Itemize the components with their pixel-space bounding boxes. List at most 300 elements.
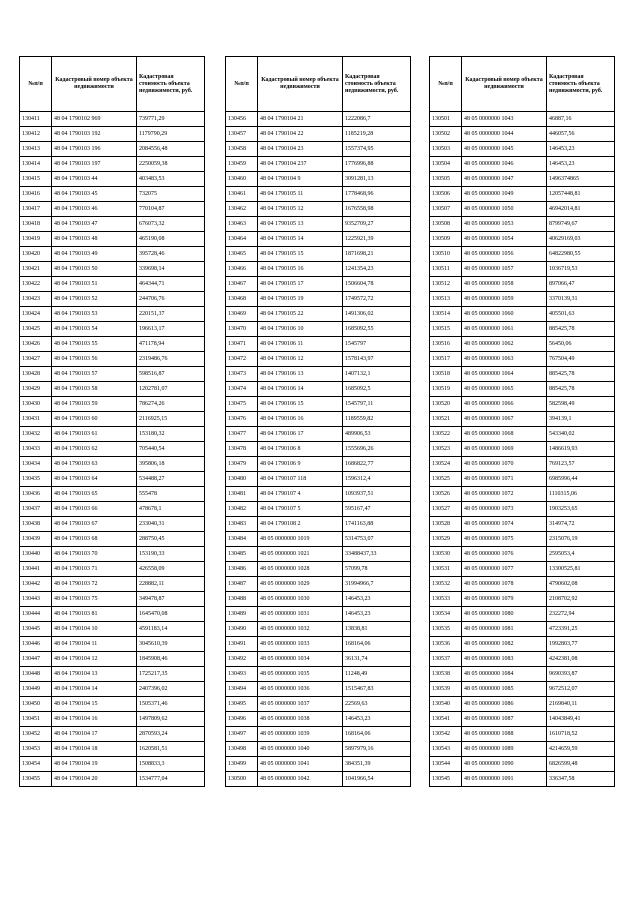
cadastral-value: 6985996,44 xyxy=(547,472,615,487)
cadastral-value: 394139,1 xyxy=(547,412,615,427)
cadastral-number: 48 04 1790103 57 xyxy=(52,367,137,382)
cadastral-value: 1496374865 xyxy=(547,172,615,187)
cadastral-number: 48 05 0000000 1059 xyxy=(462,292,547,307)
row-number: 130514 xyxy=(430,307,462,322)
table-row xyxy=(226,502,411,517)
cadastral-value: 1036719,53 xyxy=(547,262,615,277)
table-row xyxy=(226,772,411,787)
table-row xyxy=(20,757,205,772)
row-number: 130541 xyxy=(430,712,462,727)
row-number: 130518 xyxy=(430,367,462,382)
cadastral-number: 48 04 1790104 16 xyxy=(52,712,137,727)
cadastral-number: 48 05 0000000 1091 xyxy=(462,772,547,787)
row-number: 130493 xyxy=(226,667,258,682)
cadastral-number: 48 04 1790107 4 xyxy=(258,487,343,502)
cadastral-number: 48 04 1790103 75 xyxy=(52,592,137,607)
row-number: 130435 xyxy=(20,472,52,487)
row-number: 130416 xyxy=(20,187,52,202)
row-number: 130525 xyxy=(430,472,462,487)
table-row xyxy=(20,517,205,532)
cadastral-value: 2116925,15 xyxy=(137,412,205,427)
cadastral-value: 1222086,7 xyxy=(343,112,411,127)
row-number: 130455 xyxy=(20,772,52,787)
row-number: 130509 xyxy=(430,232,462,247)
table-row xyxy=(20,292,205,307)
row-number: 130511 xyxy=(430,262,462,277)
row-number: 130484 xyxy=(226,532,258,547)
cadastral-value: 40629169,03 xyxy=(547,232,615,247)
cadastral-value: 1686822,77 xyxy=(343,457,411,472)
cadastral-value: 14043849,41 xyxy=(547,712,615,727)
row-number: 130494 xyxy=(226,682,258,697)
row-number: 130471 xyxy=(226,337,258,352)
cadastral-number: 48 04 1790103 197 xyxy=(52,157,137,172)
cadastral-number: 48 04 1790103 66 xyxy=(52,502,137,517)
cadastral-value: 1241354,23 xyxy=(343,262,411,277)
cadastral-number: 48 05 0000000 1046 xyxy=(462,157,547,172)
cadastral-value: 1534777,04 xyxy=(137,772,205,787)
cadastral-number: 48 04 1790104 11 xyxy=(52,637,137,652)
table-row xyxy=(226,697,411,712)
row-number: 130413 xyxy=(20,142,52,157)
table-row xyxy=(20,712,205,727)
table-row xyxy=(226,682,411,697)
table-row xyxy=(20,397,205,412)
cadastral-value: 885425,78 xyxy=(547,322,615,337)
cadastral-number: 48 05 0000000 1041 xyxy=(258,757,343,772)
table-row xyxy=(20,112,205,127)
cadastral-value: 1676558,98 xyxy=(343,202,411,217)
cadastral-value: 46942014,81 xyxy=(547,202,615,217)
row-number: 130513 xyxy=(430,292,462,307)
cadastral-value: 1557374,95 xyxy=(343,142,411,157)
cadastral-value: 1508833,3 xyxy=(137,757,205,772)
row-number: 130510 xyxy=(430,247,462,262)
table-row xyxy=(226,637,411,652)
row-number: 130478 xyxy=(226,442,258,457)
cadastral-value: 598516,87 xyxy=(137,367,205,382)
cadastral-value: 2315076,19 xyxy=(547,532,615,547)
row-number: 130477 xyxy=(226,427,258,442)
cadastral-value: 146453,23 xyxy=(547,157,615,172)
row-number: 130474 xyxy=(226,382,258,397)
table-row xyxy=(226,457,411,472)
cadastral-number: 48 04 1790103 61 xyxy=(52,427,137,442)
cadastral-number: 48 05 0000000 1078 xyxy=(462,577,547,592)
cadastral-value: 22569,63 xyxy=(343,697,411,712)
row-number: 130491 xyxy=(226,637,258,652)
cadastral-number: 48 05 0000000 1070 xyxy=(462,457,547,472)
cadastral-value: 4214659,59 xyxy=(547,742,615,757)
row-number: 130453 xyxy=(20,742,52,757)
cadastral-value: 1545797 xyxy=(343,337,411,352)
cadastral-value: 3091281,13 xyxy=(343,172,411,187)
cadastral-value: 1645470,08 xyxy=(137,607,205,622)
cadastral-value: 1555696,26 xyxy=(343,442,411,457)
row-number: 130439 xyxy=(20,532,52,547)
table-row xyxy=(226,622,411,637)
table-row xyxy=(20,667,205,682)
row-number: 130428 xyxy=(20,367,52,382)
row-number: 130479 xyxy=(226,457,258,472)
cadastral-number: 48 04 1790104 14 xyxy=(52,682,137,697)
row-number: 130454 xyxy=(20,757,52,772)
cadastral-number: 48 04 1790103 52 xyxy=(52,292,137,307)
row-number: 130424 xyxy=(20,307,52,322)
cadastral-value: 1110315,06 xyxy=(547,487,615,502)
cadastral-value: 1486619,93 xyxy=(547,442,615,457)
row-number: 130436 xyxy=(20,487,52,502)
cadastral-number: 48 04 1790106 9 xyxy=(258,457,343,472)
cadastral-number: 48 05 0000000 1047 xyxy=(462,172,547,187)
header-num: №п/п xyxy=(20,57,52,112)
cadastral-number: 48 04 1790106 8 xyxy=(258,442,343,457)
table-row xyxy=(430,307,615,322)
table-row xyxy=(226,592,411,607)
cadastral-number: 48 04 1790103 53 xyxy=(52,307,137,322)
table-row xyxy=(430,337,615,352)
table-row xyxy=(226,412,411,427)
cadastral-number: 48 05 0000000 1034 xyxy=(258,652,343,667)
row-number: 130512 xyxy=(430,277,462,292)
table-row xyxy=(226,532,411,547)
table-row xyxy=(20,262,205,277)
header-cadastral-value: Кадастровая стоимость объекта недвижимости, руб. xyxy=(137,57,205,112)
cadastral-value: 489906,53 xyxy=(343,427,411,442)
cadastral-number: 48 05 0000000 1043 xyxy=(462,112,547,127)
row-number: 130440 xyxy=(20,547,52,562)
cadastral-value: 1685092,55 xyxy=(343,322,411,337)
table-row xyxy=(430,487,615,502)
cadastral-number: 48 04 1790106 15 xyxy=(258,397,343,412)
cadastral-value: 220151,37 xyxy=(137,307,205,322)
cadastral-value: 403483,53 xyxy=(137,172,205,187)
cadastral-number: 48 05 0000000 1075 xyxy=(462,532,547,547)
cadastral-value: 534488,27 xyxy=(137,472,205,487)
cadastral-value: 1610718,52 xyxy=(547,727,615,742)
cadastral-value: 339698,14 xyxy=(137,262,205,277)
row-number: 130431 xyxy=(20,412,52,427)
cadastral-number: 48 05 0000000 1077 xyxy=(462,562,547,577)
cadastral-value: 1725217,35 xyxy=(137,667,205,682)
row-number: 130542 xyxy=(430,727,462,742)
table-row xyxy=(430,607,615,622)
cadastral-value: 36131,74 xyxy=(343,652,411,667)
table-header-row xyxy=(226,57,411,112)
table-row xyxy=(226,157,411,172)
cadastral-value: 384351,39 xyxy=(343,757,411,772)
cadastral-value: 1778468,96 xyxy=(343,187,411,202)
cadastral-number: 48 04 1790105 17 xyxy=(258,277,343,292)
row-number: 130492 xyxy=(226,652,258,667)
row-number: 130411 xyxy=(20,112,52,127)
header-cadastral-number: Кадастровый номер объекта недвижимости xyxy=(52,57,137,112)
row-number: 130452 xyxy=(20,727,52,742)
row-number: 130458 xyxy=(226,142,258,157)
row-number: 130503 xyxy=(430,142,462,157)
row-number: 130535 xyxy=(430,622,462,637)
cadastral-number: 48 05 0000000 1057 xyxy=(462,262,547,277)
table-row xyxy=(430,247,615,262)
row-number: 130520 xyxy=(430,397,462,412)
row-number: 130466 xyxy=(226,262,258,277)
cadastral-number: 48 05 0000000 1042 xyxy=(258,772,343,787)
cadastral-number: 48 04 1790106 12 xyxy=(258,352,343,367)
table-row xyxy=(226,112,411,127)
cadastral-number: 48 04 1790104 13 xyxy=(52,667,137,682)
row-number: 130469 xyxy=(226,307,258,322)
cadastral-value: 1992803,77 xyxy=(547,637,615,652)
table-row xyxy=(430,157,615,172)
table-row xyxy=(226,307,411,322)
cadastral-number: 48 05 0000000 1064 xyxy=(462,367,547,382)
row-number: 130545 xyxy=(430,772,462,787)
table-row xyxy=(226,757,411,772)
cadastral-value: 426558,09 xyxy=(137,562,205,577)
cadastral-number: 48 05 0000000 1089 xyxy=(462,742,547,757)
cadastral-value: 767504,49 xyxy=(547,352,615,367)
cadastral-number: 48 04 1790104 23 xyxy=(258,142,343,157)
cadastral-value: 705440,54 xyxy=(137,442,205,457)
cadastral-number: 48 04 1790103 72 xyxy=(52,577,137,592)
cadastral-value: 1093937,51 xyxy=(343,487,411,502)
cadastral-value: 1179790,29 xyxy=(137,127,205,142)
cadastral-number: 48 04 1790104 237 xyxy=(258,157,343,172)
cadastral-number: 48 04 1790102 969 xyxy=(52,112,137,127)
table-row xyxy=(226,712,411,727)
cadastral-number: 48 05 0000000 1040 xyxy=(258,742,343,757)
row-number: 130488 xyxy=(226,592,258,607)
table-row xyxy=(226,142,411,157)
row-number: 130501 xyxy=(430,112,462,127)
table-row xyxy=(226,577,411,592)
table-row xyxy=(430,292,615,307)
row-number: 130515 xyxy=(430,322,462,337)
cadastral-value: 582598,49 xyxy=(547,397,615,412)
row-number: 130448 xyxy=(20,667,52,682)
table-row xyxy=(430,697,615,712)
cadastral-number: 48 04 1790103 196 xyxy=(52,142,137,157)
cadastral-value: 897066,47 xyxy=(547,277,615,292)
table-row xyxy=(226,382,411,397)
table-row xyxy=(430,547,615,562)
table-row xyxy=(20,352,205,367)
cadastral-value: 196613,17 xyxy=(137,322,205,337)
cadastral-number: 48 04 1790108 2 xyxy=(258,517,343,532)
header-num: №п/п xyxy=(226,57,258,112)
cadastral-number: 48 04 1790104 12 xyxy=(52,652,137,667)
row-number: 130418 xyxy=(20,217,52,232)
cadastral-number: 48 05 0000000 1056 xyxy=(462,247,547,262)
cadastral-value: 1578143,97 xyxy=(343,352,411,367)
row-number: 130489 xyxy=(226,607,258,622)
cadastral-number: 48 04 1790107 5 xyxy=(258,502,343,517)
table-row xyxy=(20,202,205,217)
table-row xyxy=(226,742,411,757)
cadastral-value: 4790602,08 xyxy=(547,577,615,592)
row-number: 130543 xyxy=(430,742,462,757)
cadastral-number: 48 04 1790106 16 xyxy=(258,412,343,427)
row-number: 130444 xyxy=(20,607,52,622)
table-row xyxy=(226,352,411,367)
header-cadastral-number: Кадастровый номер объекта недвижимости xyxy=(258,57,343,112)
cadastral-number: 48 04 1790104 22 xyxy=(258,127,343,142)
cadastral-value: 153180,32 xyxy=(137,427,205,442)
row-number: 130434 xyxy=(20,457,52,472)
cadastral-value: 1545797,11 xyxy=(343,397,411,412)
row-number: 130539 xyxy=(430,682,462,697)
table-row xyxy=(20,157,205,172)
row-number: 130465 xyxy=(226,247,258,262)
cadastral-number: 48 04 1790106 10 xyxy=(258,322,343,337)
table-row xyxy=(430,562,615,577)
row-number: 130461 xyxy=(226,187,258,202)
row-number: 130460 xyxy=(226,172,258,187)
table-row xyxy=(226,667,411,682)
header-cadastral-value: Кадастровая стоимость объекта недвижимости, руб. xyxy=(547,57,615,112)
cadastral-value: 12057448,81 xyxy=(547,187,615,202)
cadastral-number: 48 05 0000000 1067 xyxy=(462,412,547,427)
cadastral-number: 48 05 0000000 1082 xyxy=(462,637,547,652)
table-row xyxy=(226,277,411,292)
table-row xyxy=(20,742,205,757)
row-number: 130536 xyxy=(430,637,462,652)
header-cadastral-number: Кадастровый номер объекта недвижимости xyxy=(462,57,547,112)
row-number: 130417 xyxy=(20,202,52,217)
row-number: 130425 xyxy=(20,322,52,337)
table-row xyxy=(20,412,205,427)
cadastral-value: 9690393,87 xyxy=(547,667,615,682)
cadastral-value: 13838,81 xyxy=(343,622,411,637)
cadastral-number: 48 05 0000000 1074 xyxy=(462,517,547,532)
cadastral-number: 48 04 1790103 44 xyxy=(52,172,137,187)
row-number: 130437 xyxy=(20,502,52,517)
cadastral-value: 2108702,92 xyxy=(547,592,615,607)
table-row xyxy=(226,442,411,457)
cadastral-number: 48 04 1790106 13 xyxy=(258,367,343,382)
cadastral-number: 48 05 0000000 1087 xyxy=(462,712,547,727)
row-number: 130524 xyxy=(430,457,462,472)
table-row xyxy=(430,367,615,382)
cadastral-number: 48 04 1790103 50 xyxy=(52,262,137,277)
cadastral-value: 1596312,4 xyxy=(343,472,411,487)
table-row xyxy=(226,202,411,217)
cadastral-number: 48 05 0000000 1038 xyxy=(258,712,343,727)
table-row xyxy=(20,772,205,787)
table-row xyxy=(430,577,615,592)
row-number: 130530 xyxy=(430,547,462,562)
cadastral-value: 146453,23 xyxy=(343,712,411,727)
cadastral-number: 48 04 1790105 14 xyxy=(258,232,343,247)
cadastral-number: 48 04 1790107 118 xyxy=(258,472,343,487)
row-number: 130482 xyxy=(226,502,258,517)
cadastral-value: 153190,33 xyxy=(137,547,205,562)
row-number: 130498 xyxy=(226,742,258,757)
cadastral-number: 48 04 1790103 68 xyxy=(52,532,137,547)
table-row xyxy=(430,187,615,202)
table-row xyxy=(430,217,615,232)
cadastral-value: 2595053,4 xyxy=(547,547,615,562)
cadastral-number: 48 04 1790103 49 xyxy=(52,247,137,262)
cadastral-value: 676073,32 xyxy=(137,217,205,232)
table-row xyxy=(20,472,205,487)
row-number: 130443 xyxy=(20,592,52,607)
row-number: 130468 xyxy=(226,292,258,307)
table-row xyxy=(226,487,411,502)
table-row xyxy=(226,337,411,352)
cadastral-number: 48 05 0000000 1080 xyxy=(462,607,547,622)
row-number: 130508 xyxy=(430,217,462,232)
table-row xyxy=(430,442,615,457)
table-row xyxy=(20,697,205,712)
table-row xyxy=(430,142,615,157)
cadastral-value: 1776996,88 xyxy=(343,157,411,172)
cadastral-number: 48 04 1790103 54 xyxy=(52,322,137,337)
cadastral-value: 314974,72 xyxy=(547,517,615,532)
row-number: 130447 xyxy=(20,652,52,667)
row-number: 130451 xyxy=(20,712,52,727)
cadastral-value: 555478 xyxy=(137,487,205,502)
row-number: 130487 xyxy=(226,577,258,592)
cadastral-number: 48 05 0000000 1054 xyxy=(462,232,547,247)
cadastral-number: 48 05 0000000 1028 xyxy=(258,562,343,577)
row-number: 130473 xyxy=(226,367,258,382)
row-number: 130438 xyxy=(20,517,52,532)
cadastral-value: 5314753,07 xyxy=(343,532,411,547)
cadastral-value: 739771,29 xyxy=(137,112,205,127)
cadastral-value: 464344,71 xyxy=(137,277,205,292)
row-number: 130456 xyxy=(226,112,258,127)
cadastral-number: 48 04 1790104 15 xyxy=(52,697,137,712)
cadastral-number: 48 04 1790103 58 xyxy=(52,382,137,397)
row-number: 130544 xyxy=(430,757,462,772)
cadastral-value: 1491306,02 xyxy=(343,307,411,322)
table-row xyxy=(20,547,205,562)
row-number: 130517 xyxy=(430,352,462,367)
cadastral-number: 48 04 1790105 22 xyxy=(258,307,343,322)
row-number: 130499 xyxy=(226,757,258,772)
cadastral-value: 2407396,02 xyxy=(137,682,205,697)
table-row xyxy=(226,472,411,487)
cadastral-value: 46887,16 xyxy=(547,112,615,127)
cadastral-number: 48 05 0000000 1039 xyxy=(258,727,343,742)
cadastral-number: 48 05 0000000 1050 xyxy=(462,202,547,217)
table-row xyxy=(226,517,411,532)
cadastral-value: 543340,02 xyxy=(547,427,615,442)
row-number: 130507 xyxy=(430,202,462,217)
row-number: 130500 xyxy=(226,772,258,787)
row-number: 130483 xyxy=(226,517,258,532)
cadastral-value: 232272,94 xyxy=(547,607,615,622)
table-row xyxy=(20,502,205,517)
cadastral-value: 769123,57 xyxy=(547,457,615,472)
cadastral-number: 48 04 1790103 62 xyxy=(52,442,137,457)
cadastral-value: 288750,45 xyxy=(137,532,205,547)
row-number: 130504 xyxy=(430,157,462,172)
row-number: 130527 xyxy=(430,502,462,517)
table-row xyxy=(226,232,411,247)
cadastral-value: 2169840,11 xyxy=(547,697,615,712)
table-row xyxy=(20,382,205,397)
row-number: 130481 xyxy=(226,487,258,502)
cadastral-number: 48 04 1790104 21 xyxy=(258,112,343,127)
row-number: 130502 xyxy=(430,127,462,142)
table-row xyxy=(20,367,205,382)
cadastral-number: 48 04 1790103 65 xyxy=(52,487,137,502)
cadastral-value: 3045610,39 xyxy=(137,637,205,652)
row-number: 130467 xyxy=(226,277,258,292)
cadastral-value: 8799749,67 xyxy=(547,217,615,232)
